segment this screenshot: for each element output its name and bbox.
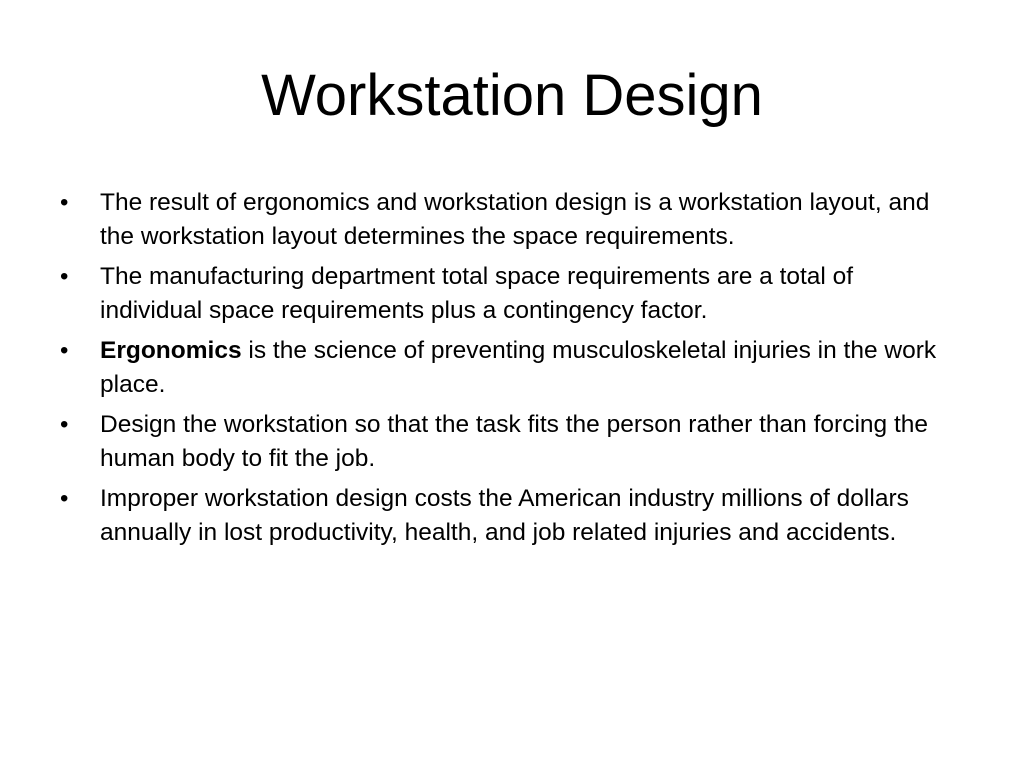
bullet-marker: • [60, 485, 69, 512]
bullet-item-5 [60, 482, 960, 550]
bullet-marker: • [60, 263, 69, 290]
bullet-item-2 [60, 260, 960, 328]
bullet-bold-term: Ergonomics [100, 337, 242, 364]
bullet-text: The result of ergonomics and workstation design is a workstation layout, and the workstation layout determines the space requirements. [100, 189, 930, 250]
bullet-list [60, 186, 960, 556]
bullet-item-3 [60, 334, 960, 402]
bullet-marker: • [60, 337, 69, 364]
bullet-text: Improper workstation design costs the American industry millions of dollars annually in lost productivity, health, and job related injuries and accidents. [100, 485, 909, 546]
bullet-item-1 [60, 186, 960, 254]
bullet-text: is the science of preventing musculoskeletal injuries in the work place. [100, 337, 937, 398]
bullet-item-4 [60, 408, 960, 476]
slide-title: Workstation Design [261, 63, 763, 128]
bullet-marker: • [60, 411, 69, 438]
bullet-text: The manufacturing department total space requirements are a total of individual space requirements plus a contingency factor. [100, 263, 854, 324]
bullet-text: Design the workstation so that the task fits the person rather than forcing the human body to fit the job. [100, 411, 929, 472]
bullet-marker: • [60, 189, 69, 216]
